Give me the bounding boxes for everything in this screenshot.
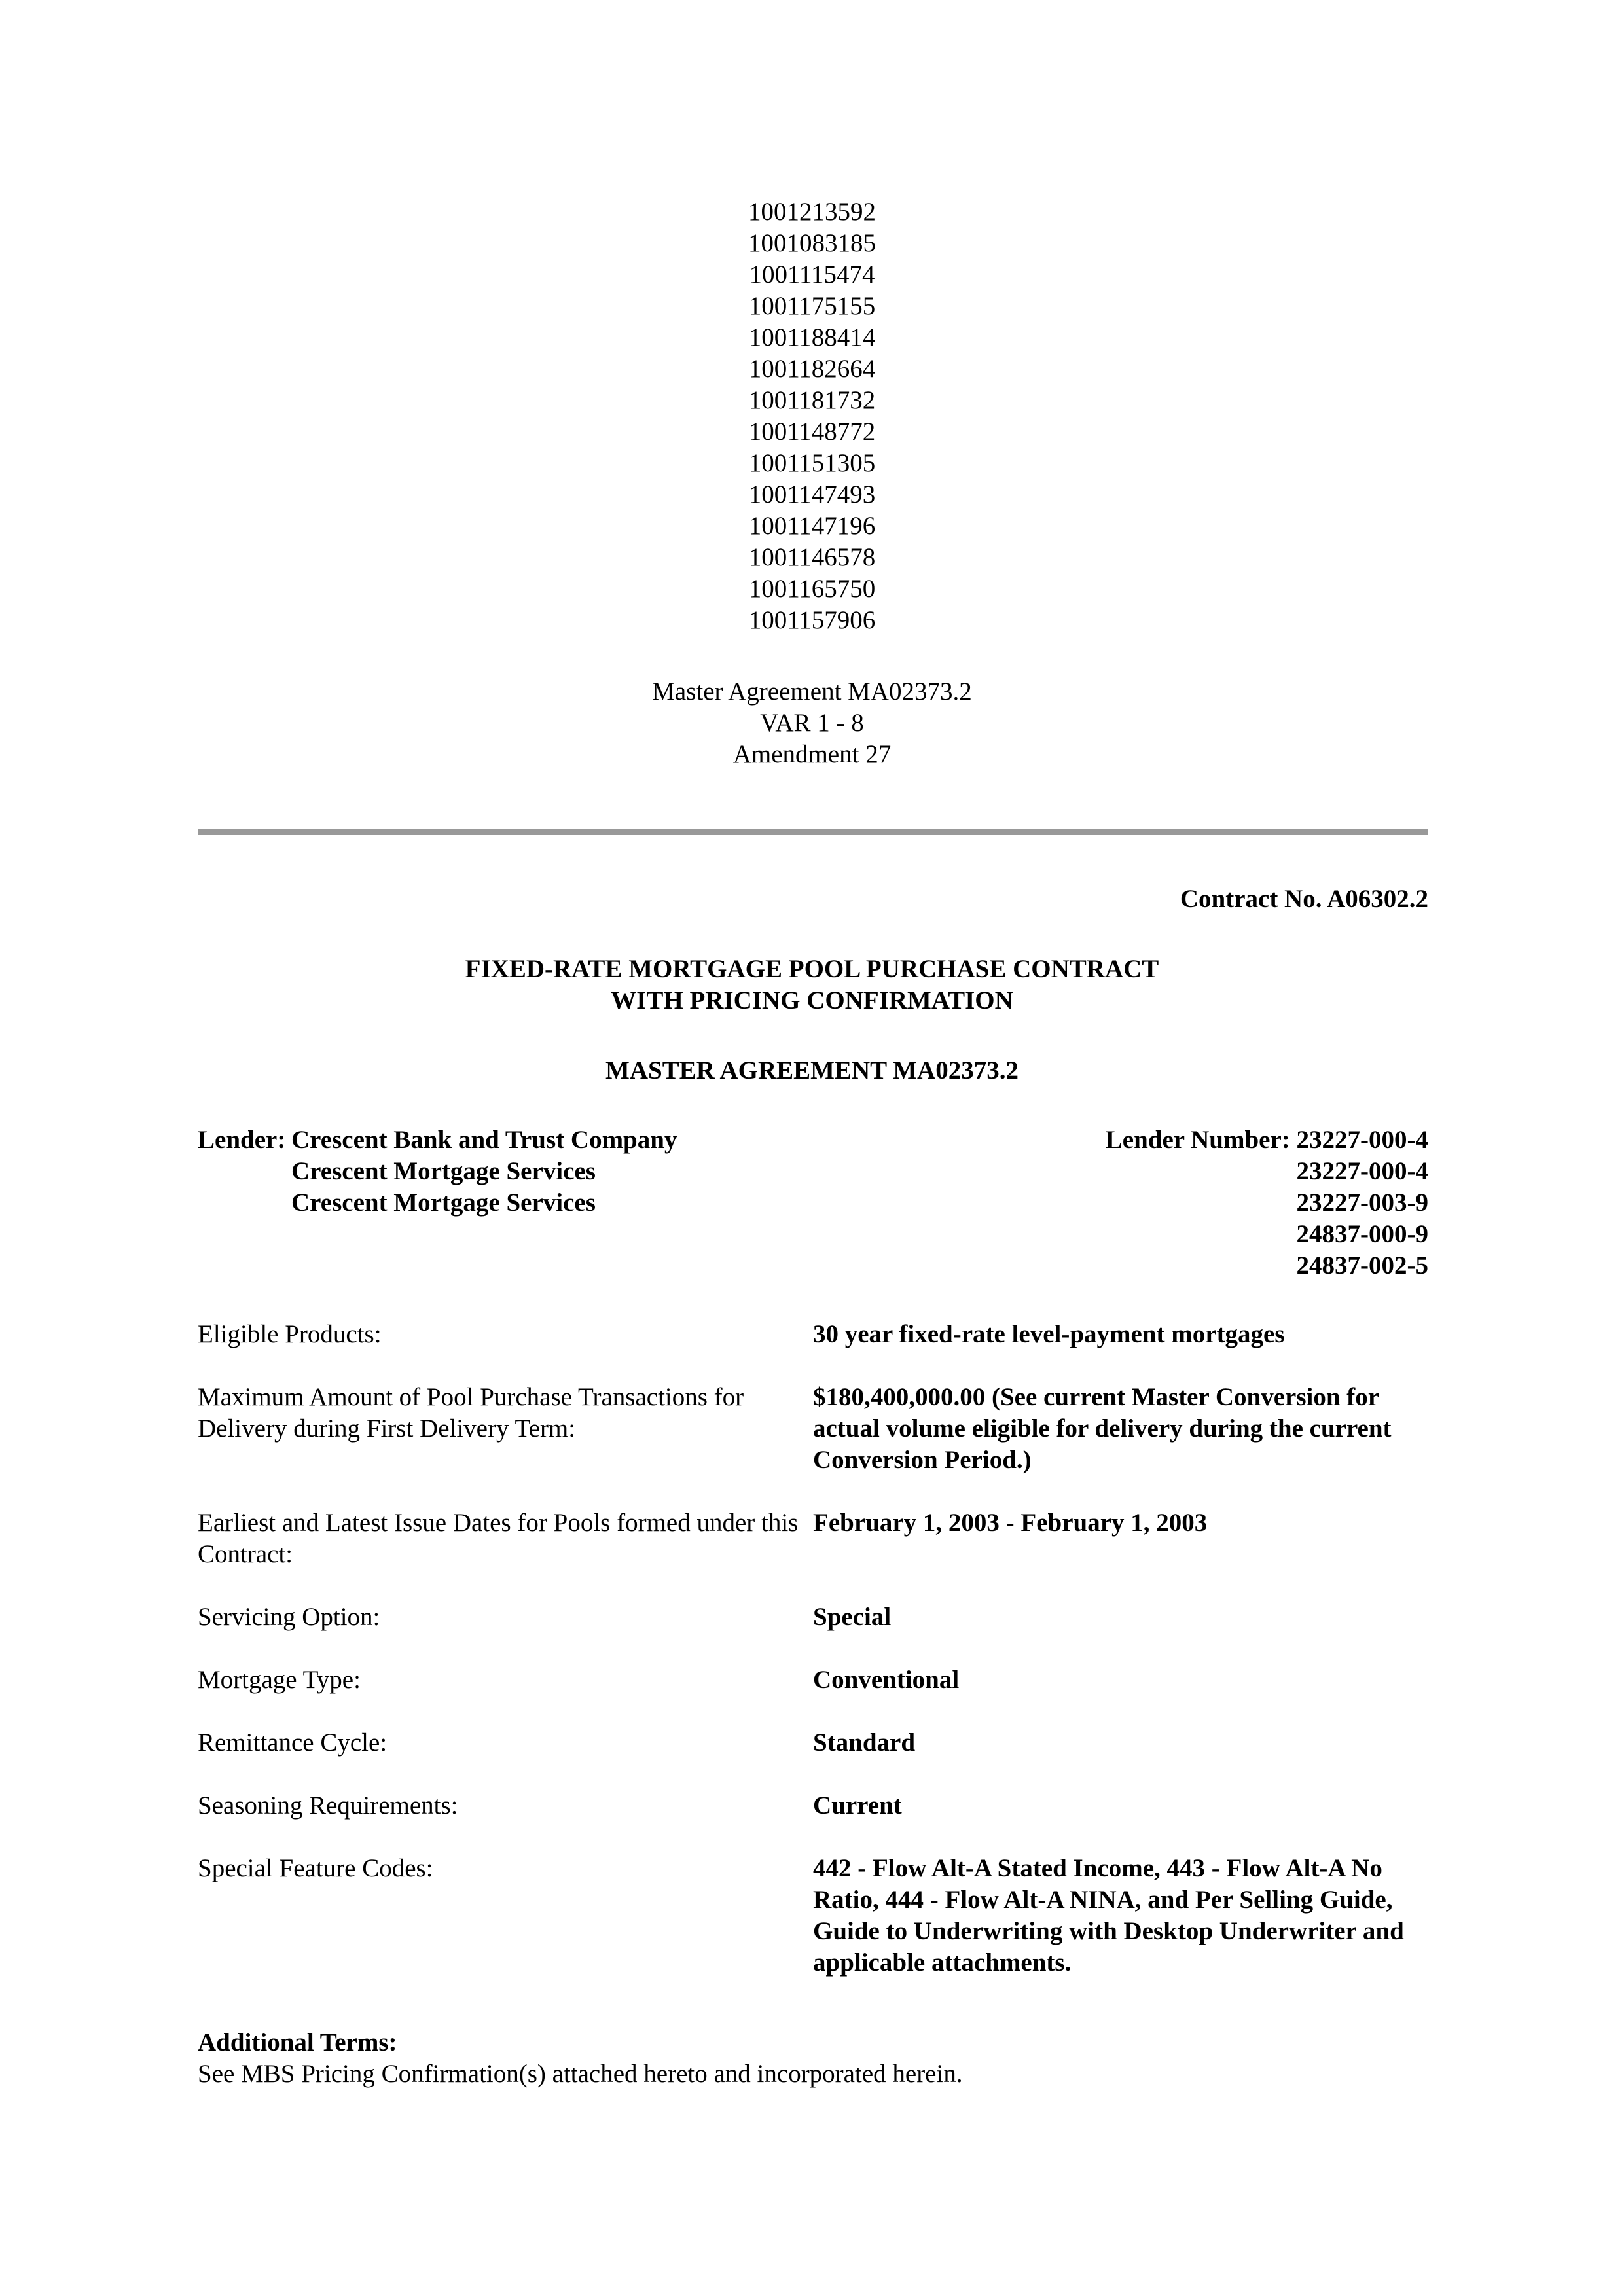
field-label: Earliest and Latest Issue Dates for Pools formed under this Contract:: [198, 1509, 799, 1568]
field-label: Seasoning Requirements:: [198, 1791, 458, 1820]
additional-terms-text: See MBS Pricing Confirmation(s) attached hereto and incorporated herein.: [198, 2060, 963, 2088]
field-mortgage-type: [198, 1664, 1428, 1696]
field-value: 442 - Flow Alt-A Stated Income, 443 - Flow Alt-A No Ratio, 444 - Flow Alt-A NINA, and Per Selling Guide, Guide to Underwriting with Desktop Underwriter and applicable attachments.: [813, 1854, 1404, 1977]
amendment-line: Amendment 27: [732, 740, 892, 768]
loan-id: 1001147493: [748, 480, 876, 509]
master-agreement-line: Master Agreement MA02373.2: [652, 677, 972, 706]
field-value: Special: [813, 1603, 892, 1631]
loan-id: 1001188414: [748, 323, 876, 351]
loan-id: 1001083185: [748, 229, 876, 257]
field-seasoning-requirements: [198, 1790, 1428, 1821]
master-agreement-title: MASTER AGREEMENT MA02373.2: [605, 1056, 1019, 1085]
lender-numbers: [1106, 1124, 1428, 1282]
variance-line: VAR 1 - 8: [760, 709, 864, 737]
lender-number: 24837-002-5: [1296, 1251, 1428, 1280]
field-special-feature-codes: [198, 1853, 1428, 1979]
lender-names: [198, 1124, 677, 1219]
field-remittance-cycle: [198, 1727, 1428, 1759]
lender-number: 23227-000-4: [1296, 1157, 1428, 1185]
loan-id: 1001148772: [748, 418, 876, 446]
contract-title-line2: WITH PRICING CONFIRMATION: [611, 986, 1013, 1014]
loan-id: 1001182664: [748, 355, 876, 383]
lender-number: 23227-000-4: [1296, 1126, 1428, 1154]
field-value: $180,400,000.00 (See current Master Conversion for actual volume eligible for delivery during the current Conversion Period.): [813, 1383, 1392, 1474]
field-value: Conventional: [813, 1666, 960, 1694]
additional-terms: [198, 2027, 963, 2090]
contract-title-line1: FIXED-RATE MORTGAGE POOL PURCHASE CONTRACT: [465, 955, 1159, 983]
loan-id: 1001165750: [748, 575, 876, 603]
lender-name: Crescent Mortgage Services: [291, 1157, 596, 1185]
loan-id: 1001157906: [748, 606, 876, 634]
field-value: 30 year fixed-rate level-payment mortgages: [813, 1320, 1285, 1348]
lender-name: Crescent Mortgage Services: [291, 1189, 596, 1217]
lender-label: Lender:: [198, 1126, 286, 1154]
field-label: Servicing Option:: [198, 1603, 380, 1631]
loan-id: 1001147196: [748, 512, 876, 540]
horizontal-divider: [198, 829, 1428, 835]
field-label: Mortgage Type:: [198, 1666, 361, 1694]
lender-number: 24837-000-9: [1296, 1220, 1428, 1248]
field-value: Current: [813, 1791, 902, 1820]
field-label: Eligible Products:: [198, 1320, 382, 1348]
loan-id: 1001146578: [748, 543, 876, 571]
lender-number-label: Lender Number:: [1105, 1126, 1290, 1154]
field-maximum-amount: [198, 1382, 1428, 1476]
contract-number: Contract No. A06302.2: [1180, 885, 1428, 913]
field-label: Special Feature Codes:: [198, 1854, 433, 1882]
master-agreement-header: [0, 676, 1624, 770]
lender-number: 23227-003-9: [1296, 1189, 1428, 1217]
loan-id-list: [0, 196, 1624, 636]
field-issue-dates: [198, 1507, 1428, 1570]
field-eligible-products: [198, 1319, 1428, 1350]
loan-id: 1001175155: [748, 292, 876, 320]
field-value: February 1, 2003 - February 1, 2003: [813, 1509, 1208, 1537]
loan-id: 1001115474: [749, 260, 875, 289]
field-value: Standard: [813, 1729, 916, 1757]
field-label: Maximum Amount of Pool Purchase Transactions for Delivery during First Delivery Term:: [198, 1383, 744, 1443]
lender-name: Crescent Bank and Trust Company: [291, 1126, 677, 1154]
additional-terms-heading: Additional Terms:: [198, 2028, 397, 2056]
loan-id: 1001181732: [748, 386, 876, 414]
contract-fields: [198, 1319, 1428, 2010]
loan-id: 1001213592: [748, 198, 876, 226]
field-servicing-option: [198, 1602, 1428, 1633]
loan-id: 1001151305: [748, 449, 876, 477]
field-label: Remittance Cycle:: [198, 1729, 388, 1757]
